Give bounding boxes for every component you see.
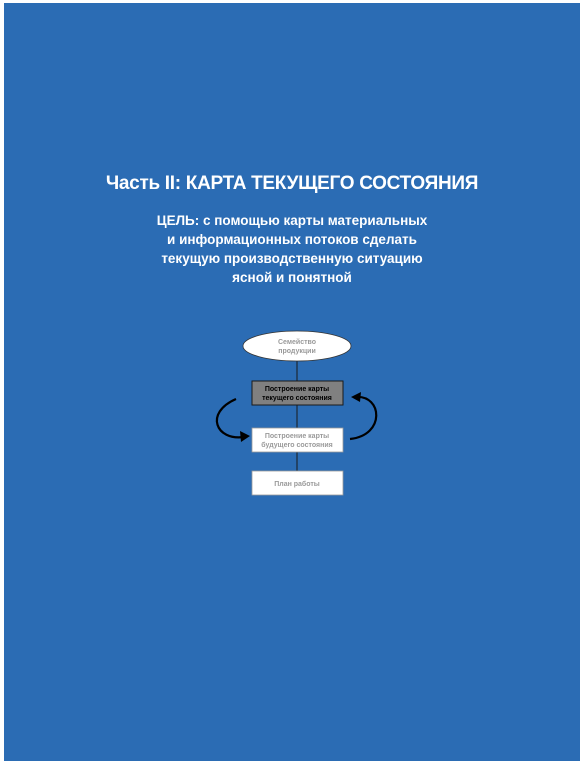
flow-diagram <box>4 3 580 761</box>
loop-arrow-right <box>350 397 376 439</box>
goal-line-3: текущую производственную ситуацию <box>161 251 423 266</box>
future-state-label-1: Построение карты <box>264 433 330 440</box>
future-state-label-2: будущего состояния <box>261 442 333 449</box>
loop-arrowhead-right <box>351 392 361 402</box>
loop-arrowhead-left <box>240 431 250 442</box>
current-state-label-1: Построение карты <box>264 386 330 393</box>
product-family-label-1: Семейство <box>277 339 317 346</box>
work-plan-label: План работы <box>274 481 320 488</box>
loop-arrow-left <box>217 399 244 437</box>
goal-line-1: ЦЕЛЬ: с помощью карты материальных <box>156 213 428 228</box>
goal-line-4: ясной и понятной <box>232 270 352 285</box>
current-state-label-2: текущего состояния <box>262 395 332 402</box>
product-family-label-2: продукции <box>278 348 316 355</box>
goal-line-2: и информационных потоков сделать <box>167 232 417 247</box>
product-family-node <box>243 331 351 361</box>
page-title: Часть II: КАРТА ТЕКУЩЕГО СОСТОЯНИЯ <box>105 173 479 194</box>
page-background <box>4 3 580 761</box>
